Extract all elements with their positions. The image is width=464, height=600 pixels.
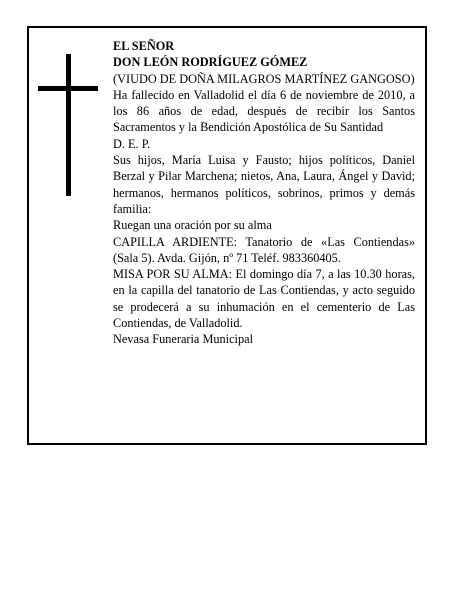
rest-in-peace: D. E. P. xyxy=(113,136,151,151)
death-announcement: Ha fallecido en Valladolid el día 6 de noviembre de 2010, a los 86 años de edad, después de recibir los Santos Sacramentos y la Bendición Apostólica de Su Santidad xyxy=(113,87,415,135)
prayer-request: Ruegan una oración por su alma xyxy=(113,218,272,233)
cross-horizontal-bar xyxy=(38,86,98,91)
funeral-home: Nevasa Funeraria Municipal xyxy=(113,332,253,347)
chapel-info: CAPILLA ARDIENTE: Tanatorio de «Las Contiendas» (Sala 5). Avda. Gijón, nº 71 Teléf. 983360405. xyxy=(113,234,415,265)
mass-info: MISA POR SU ALMA: El domingo día 7, a las 10.30 horas, en la capilla del tanatorio de Las Contiendas, y acto seguido se prodecerá a su inhumación en el cementerio de Las Contiendas, de Valladolid. xyxy=(113,267,415,331)
obituary-text xyxy=(113,38,415,348)
latin-cross-icon xyxy=(38,54,98,196)
deceased-name: DON LEÓN RODRÍGUEZ GÓMEZ xyxy=(113,55,308,70)
cross-vertical-bar xyxy=(66,54,71,196)
widower-note: (VIUDO DE DOÑA MILAGROS MARTÍNEZ GANGOSO) xyxy=(113,71,415,86)
deceased-title: EL SEÑOR xyxy=(113,39,175,53)
family-list: Sus hijos, María Luisa y Fausto; hijos políticos, Daniel Berzal y Pilar Marchena; nietos, Ana, Laura, Ángel y David; hermanos, hermanos políticos, sobrinos, primos y demás familia: xyxy=(113,153,415,216)
